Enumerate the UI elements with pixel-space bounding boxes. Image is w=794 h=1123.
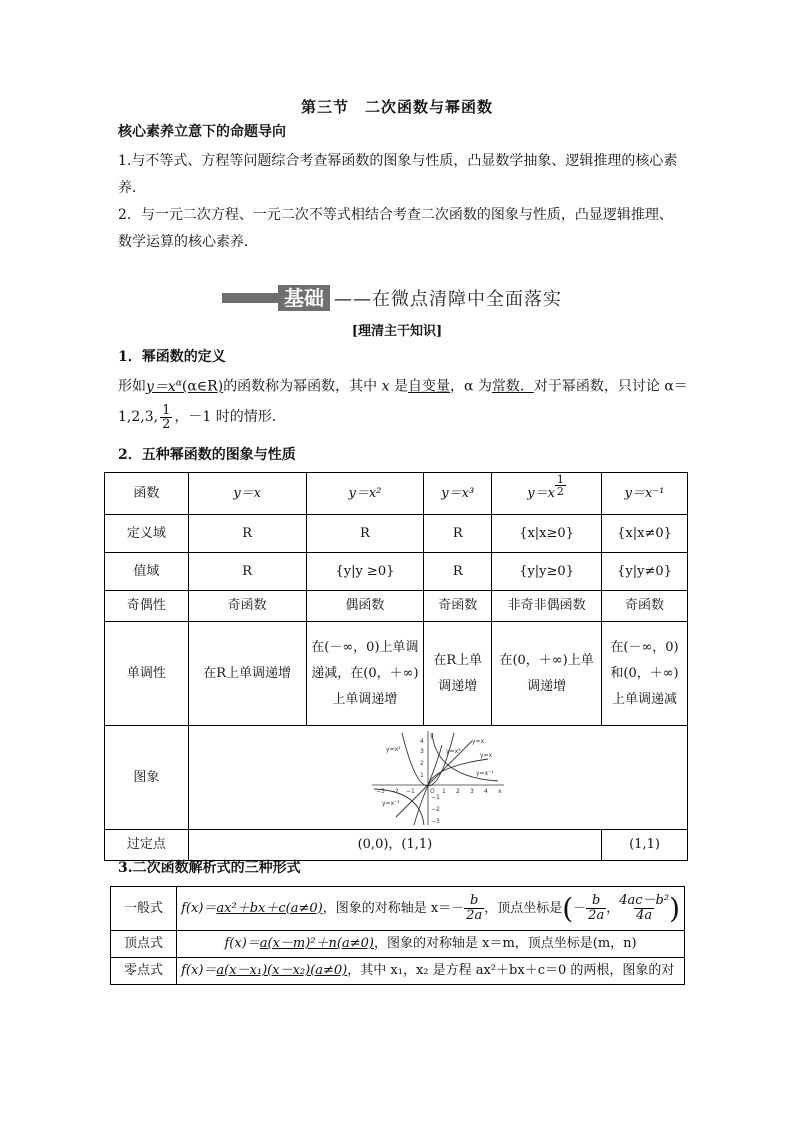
x-tick: −1	[405, 787, 415, 795]
fraction-one-half	[160, 404, 172, 431]
table-cell: (1,1)	[602, 830, 688, 861]
row-label: 顶点式	[111, 931, 177, 958]
header-cell: y＝x³	[424, 473, 492, 515]
fraction	[619, 894, 669, 923]
table-row	[105, 591, 688, 622]
numerator: b	[592, 893, 601, 908]
underlined-formula: a(x－x₁)(x－x₂)(a≠0)	[216, 963, 348, 978]
text: 形如	[118, 378, 146, 395]
core-item-2-line-1: 2．与一元二次方程、一元二次不等式相结合考查二次函数的图象与性质，凸显逻辑推理、	[118, 207, 673, 223]
table-cell: {y|y≥0}	[492, 553, 602, 591]
table-cell: R	[424, 515, 492, 553]
underlined-formula	[146, 379, 182, 395]
row-label: 图象	[105, 726, 189, 830]
text: ，其中 x₁，x₂ 是方程 ax²＋bx＋c＝0 的两根，图象的对	[347, 963, 675, 978]
curve-label: y=x⁻¹	[381, 799, 400, 807]
x-tick: −3	[375, 787, 385, 795]
comma: ，	[606, 900, 620, 916]
denominator: 4a	[636, 908, 653, 923]
table-cell: {x|x≠0}	[602, 515, 688, 553]
text: ，α 为	[450, 378, 492, 395]
table-row	[105, 553, 688, 591]
core-item-1-line-1: 1.与不等式、方程等问题综合考查幂函数的图象与性质，凸显数学抽象、逻辑推理的核心素	[118, 153, 678, 169]
curve-label: y=x⁻¹	[475, 769, 494, 777]
x-axis-label: x	[497, 787, 502, 795]
table-cell: 在R上单调递增	[424, 622, 492, 726]
table-cell: R	[188, 515, 306, 553]
quadratic-forms-table	[110, 886, 685, 985]
y-tick: −3	[430, 817, 440, 825]
table-cell: {x|x≥0}	[492, 515, 602, 553]
table-cell: 偶函数	[306, 591, 424, 622]
table-row	[105, 473, 688, 515]
graph-cell	[188, 726, 687, 830]
header-cell: y＝x⁻¹	[602, 473, 688, 515]
table-cell: {y|y ≥0}	[306, 553, 424, 591]
fraction	[464, 894, 484, 923]
curve-label: y=x	[479, 751, 493, 759]
text: ，－1 时的情形．	[174, 409, 286, 425]
header-cell: 函数	[105, 473, 189, 515]
table-row	[111, 887, 685, 931]
x-tick: 3	[469, 787, 474, 795]
table-cell: R	[306, 515, 424, 553]
row-label: 过定点	[105, 830, 189, 861]
origin-label: O	[429, 787, 435, 795]
power-functions-table	[104, 472, 688, 861]
y-tick: 4	[419, 737, 424, 745]
section-banner	[222, 284, 562, 312]
table-cell: 非奇非偶函数	[492, 591, 602, 622]
header-cell: y＝x	[188, 473, 306, 515]
curve-label: y=x	[471, 737, 485, 745]
table-cell: 奇函数	[602, 591, 688, 622]
text: ，顶点坐标是	[484, 900, 563, 916]
text: y＝x	[146, 378, 176, 395]
exponent-fraction	[555, 474, 566, 497]
table-cell	[177, 887, 685, 931]
table-cell: 奇函数	[424, 591, 492, 622]
table-cell: 在(0，＋∞)上单调递增	[492, 622, 602, 726]
sec1-line-1	[118, 368, 688, 402]
table-row	[111, 958, 685, 985]
sec1-heading: 1．幂函数的定义	[118, 349, 226, 365]
text: f(x)＝	[181, 900, 217, 916]
table-cell: (0,0)，(1,1)	[188, 830, 601, 861]
text: (α∈R)	[181, 378, 224, 395]
banner-subtitle: ——在微点清障中全面落实	[334, 289, 562, 310]
numerator: 1	[556, 472, 564, 486]
x-tick: −2	[389, 787, 399, 795]
power-function-graph	[368, 729, 508, 827]
underlined-formula: ax²＋bx＋c(a≠0)	[216, 900, 323, 916]
table-row	[105, 622, 688, 726]
x-tick: 1	[441, 787, 446, 795]
text: 的函数称为幂函数，其中	[223, 378, 378, 395]
x-tick: 4	[483, 787, 488, 795]
paren-open: (	[562, 891, 574, 925]
y-tick: 1	[419, 771, 424, 779]
row-label: 单调性	[105, 622, 189, 726]
fraction	[586, 894, 606, 923]
core-item-2-line-2: 数学运算的核心素养．	[118, 234, 258, 250]
y-tick: −2	[430, 805, 440, 813]
text: 是	[394, 378, 408, 395]
text: 对于幂函数，只讨论 α＝	[533, 378, 688, 395]
row-label: 定义域	[105, 515, 189, 553]
numerator: 4ac－b²	[619, 893, 670, 908]
sec2-heading: 2．五种幂函数的图象与性质	[118, 447, 296, 463]
text: 1,2,3,	[118, 409, 159, 425]
table-row	[105, 515, 688, 553]
row-label: 零点式	[111, 958, 177, 985]
subheading: [理清主干知识]	[351, 324, 443, 339]
y-tick: 2	[419, 759, 424, 767]
text: f(x)＝	[224, 936, 260, 951]
text: ，图象的对称轴是 x＝－	[322, 900, 465, 916]
y-tick: 3	[419, 747, 424, 755]
table-cell: 在(－∞，0)上单调递减，在(0，＋∞)上单调递增	[306, 622, 424, 726]
sec1-line-2	[118, 402, 286, 432]
core-heading: 核心素养立意下的命题导向	[118, 124, 286, 140]
table-cell: 奇函数	[188, 591, 306, 622]
curve-label: y=x³	[445, 747, 461, 755]
row-label: 奇偶性	[105, 591, 189, 622]
table-row	[105, 726, 688, 830]
denominator: 2	[556, 484, 564, 498]
text: f(x)＝	[181, 963, 217, 978]
numerator: b	[470, 893, 479, 908]
underlined-formula: a(x－m)²＋n(a≠0)	[259, 936, 374, 951]
banner-bar	[222, 293, 278, 303]
table-cell: R	[424, 553, 492, 591]
var-x: x	[381, 378, 390, 395]
table-cell: 在(－∞，0)和(0，＋∞)上单调递减	[602, 622, 688, 726]
underlined-term: 常数．	[491, 378, 534, 395]
table-row	[111, 931, 685, 958]
exponent: α	[175, 378, 182, 388]
y-axis-label: y	[429, 731, 434, 739]
denominator: 2a	[588, 908, 605, 923]
table-cell	[177, 958, 685, 985]
core-item-1-line-2: 养．	[118, 180, 146, 196]
table-cell	[177, 931, 685, 958]
y-tick: −1	[430, 793, 440, 801]
numerator: 1	[162, 402, 171, 418]
page-title: 第三节 二次函数与幂函数	[300, 98, 493, 116]
row-label: 值域	[105, 553, 189, 591]
text: ，图象的对称轴是 x＝m，顶点坐标是(m，n)	[373, 936, 637, 951]
curve-label: y=x²	[385, 745, 401, 753]
denominator: 2	[162, 416, 171, 432]
table-cell: R	[188, 553, 306, 591]
table-cell: 在R上单调递增	[188, 622, 306, 726]
row-label: 一般式	[111, 887, 177, 931]
sec3-heading: 3.二次函数解析式的三种形式	[118, 860, 301, 876]
x-tick: 2	[455, 787, 460, 795]
table-cell: {y|y≠0}	[602, 553, 688, 591]
text: y＝x	[527, 485, 555, 501]
header-cell	[492, 473, 602, 515]
header-cell: y＝x²	[306, 473, 424, 515]
banner-main: 基础	[278, 285, 330, 311]
general-form-formula	[181, 891, 680, 925]
paren-close: )	[669, 891, 680, 925]
denominator: 2a	[466, 908, 483, 923]
minus-sign: －	[573, 900, 587, 916]
underlined-term: 自变量	[408, 378, 450, 395]
